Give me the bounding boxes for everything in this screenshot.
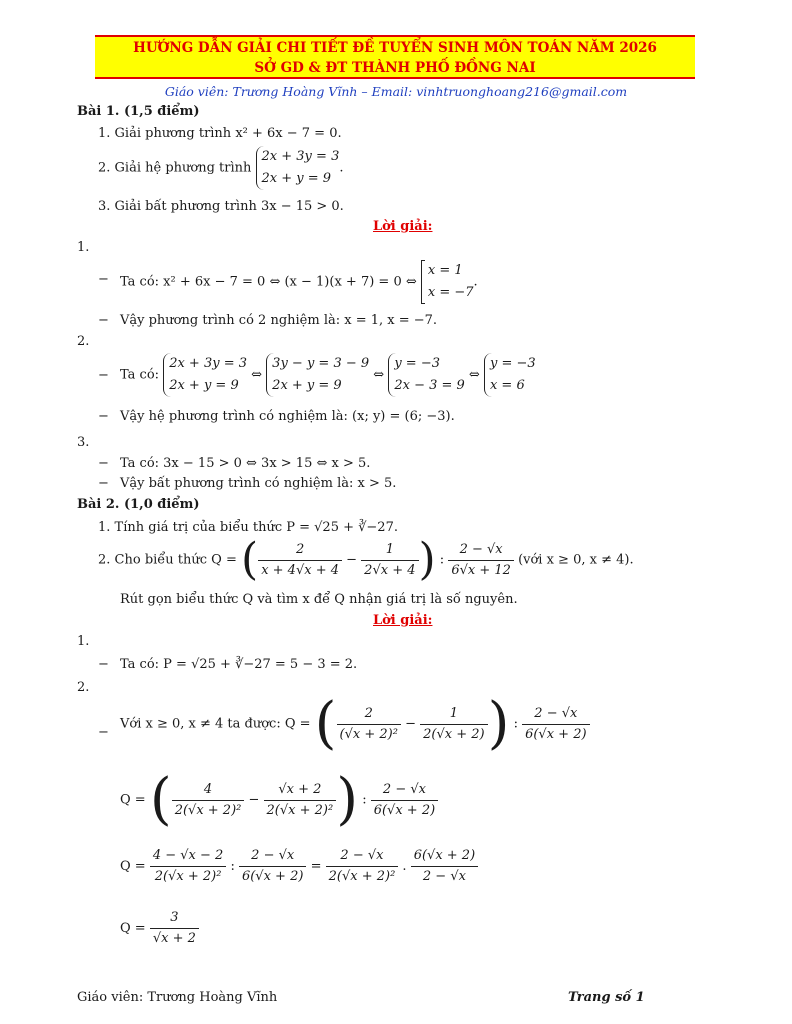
bracket-left [421, 260, 425, 304]
bai2-q2: 2. Cho biểu thức Q = ( $\frac{2}{x + 4√x + 4}$ − $\frac{1}{2√x + 4}$ ) : $\frac{2 - √x}{6√x + 12}$ (với x ≥ 0, x ≠ 4). [98, 534, 634, 585]
bai2-q2-prefix: 2. Cho biểu thức Q = [98, 552, 237, 568]
bai1-sol1-number: 1. [77, 240, 90, 255]
bai1-sol1-line2: Vậy phương trình có 2 nghiệm là: x = 1, x = −7. [120, 313, 438, 328]
dash-marker: − [98, 368, 109, 383]
dash-marker: − [98, 272, 109, 287]
bai1-q2-eq2: 2x + y = 9 [261, 171, 332, 186]
bai1-solution-label: Lời giải: [373, 219, 433, 234]
system-3: y = −3 2x − 3 = 9 [388, 353, 464, 397]
dash-marker: − [98, 476, 109, 491]
bai2-sol2-number: 2. [77, 680, 90, 695]
bai2-sol1-line: Ta có: P = √25 + ∛−27 = 5 − 3 = 2. [120, 657, 358, 672]
bai1-q2-prefix: 2. Giải hệ phương trình [98, 160, 252, 176]
bai1-title: Bài 1. (1,5 điểm) [77, 104, 200, 119]
dash-marker: − [98, 313, 109, 328]
system-4: y = −3 x = 6 [484, 353, 536, 397]
bai1-sol3-number: 3. [77, 435, 90, 450]
root-2: x = −7 [427, 285, 474, 300]
bai2-q1: 1. Tính giá trị của biểu thức P = √25 + ∛−27. [98, 520, 398, 535]
bai2-sol1-number: 1. [77, 634, 90, 649]
bai2-sol2-row2: Q = ( $\frac{4}{\text{2(√x + 2)²}}$ − $\frac{√x + 2}{\text{2(√x + 2)²}}$ ) : $\frac{2 - √x}{6(√x + 2)}$ [120, 778, 438, 822]
dash-marker: − [98, 456, 109, 471]
bai2-sol2-row3: Q = $\frac{4 - √x - 2}{\text{2(√x + 2)²}}$ : $\frac{2 - √x}{6(√x + 2)}$ = $\frac{2 - √x}{\text{2(√x + 2)²}}$ . $\frac{6(√x + 2)}{2 - √x}$ [120, 848, 478, 885]
teacher-line: Giáo viên: Trương Hoàng Vĩnh – Email: vinhtruonghoang216@gmail.com [164, 84, 628, 99]
dash-marker: − [98, 725, 109, 740]
bai1-sol1-text: Ta có: x² + 6x − 7 = 0 ⇔ (x − 1)(x + 7) = 0 ⇔ [120, 274, 417, 290]
q-label: Q = [120, 921, 146, 936]
bai1-q2-system [256, 146, 340, 190]
bai1-sol3-line1: Ta có: 3x − 15 > 0 ⇔ 3x > 15 ⇔ x > 5. [120, 456, 371, 471]
bai1-q2-eq1: 2x + 3y = 3 [261, 149, 340, 164]
footer-page-number: Trang số 1 [568, 990, 645, 1005]
title-line-1: HƯỚNG DẪN GIẢI CHI TIẾT ĐỀ TUYỂN SINH MÔN TOÁN NĂM 2026 [133, 40, 657, 56]
dash-marker: − [98, 409, 109, 424]
bai2-sol2-row1: Với x ≥ 0, x ≠ 4 ta được: Q = ( $\frac{2}{\text{(√x + 2)²}}$ − $\frac{1}{2(√x + 2)}$ ) : $\frac{2 - √x}{6(√x + 2)}$ [120, 702, 590, 746]
bai1-q3: 3. Giải bất phương trình 3x − 15 > 0. [98, 199, 344, 214]
bai2-title: Bài 2. (1,0 điểm) [77, 497, 200, 512]
bai2-q2-line2: Rút gọn biểu thức Q và tìm x để Q nhận giá trị là số nguyên. [120, 592, 518, 607]
bai1-sol1-line1: Ta có: x² + 6x − 7 = 0 ⇔ (x − 1)(x + 7) = 0 ⇔ x = 1 x = −7 . [120, 260, 478, 304]
bai2-solution-label: Lời giải: [373, 613, 433, 628]
system-1: 2x + 3y = 3 2x + y = 9 [163, 353, 247, 397]
bai2-sol2-prefix: Với x ≥ 0, x ≠ 4 ta được: Q = [120, 716, 311, 732]
title-line-2: SỞ GD & ĐT THÀNH PHỐ ĐỒNG NAI [254, 60, 536, 76]
dash-marker: − [98, 657, 109, 672]
bai1-sol2-line2: Vậy hệ phương trình có nghiệm là: (x; y) = (6; −3). [120, 409, 455, 424]
bai1-sol1-roots [428, 260, 474, 304]
q-label: Q = [120, 792, 146, 808]
bai1-sol2-line1: Ta có: 2x + 3y = 3 2x + y = 9 ⇔ 3y − y = 3 − 9 2x + y = 9 ⇔ y = −3 2x − 3 = 9 ⇔ y = −3 x = 6 [120, 353, 536, 397]
footer-teacher: Giáo viên: Trương Hoàng Vĩnh [77, 990, 278, 1005]
root-1: x = 1 [427, 263, 463, 278]
bai1-sol3-line2: Vậy bất phương trình có nghiệm là: x > 5. [120, 476, 397, 491]
q-label: Q = [120, 859, 146, 874]
bai1-q1: 1. Giải phương trình x² + 6x − 7 = 0. [98, 126, 342, 141]
system-2: 3y − y = 3 − 9 2x + y = 9 [266, 353, 369, 397]
bai1-sol2-number: 2. [77, 334, 90, 349]
bai1-q2: 2. Giải hệ phương trình 2x + 3y = 3 2x + y = 9 . [98, 146, 343, 190]
bai2-sol2-row4: Q = $\frac{3}{√x + 2}$ [120, 910, 199, 947]
bai1-sol2-prefix: Ta có: [120, 367, 160, 383]
bai2-q2-condition: (với x ≥ 0, x ≠ 4). [518, 552, 634, 568]
title-banner [95, 35, 695, 79]
